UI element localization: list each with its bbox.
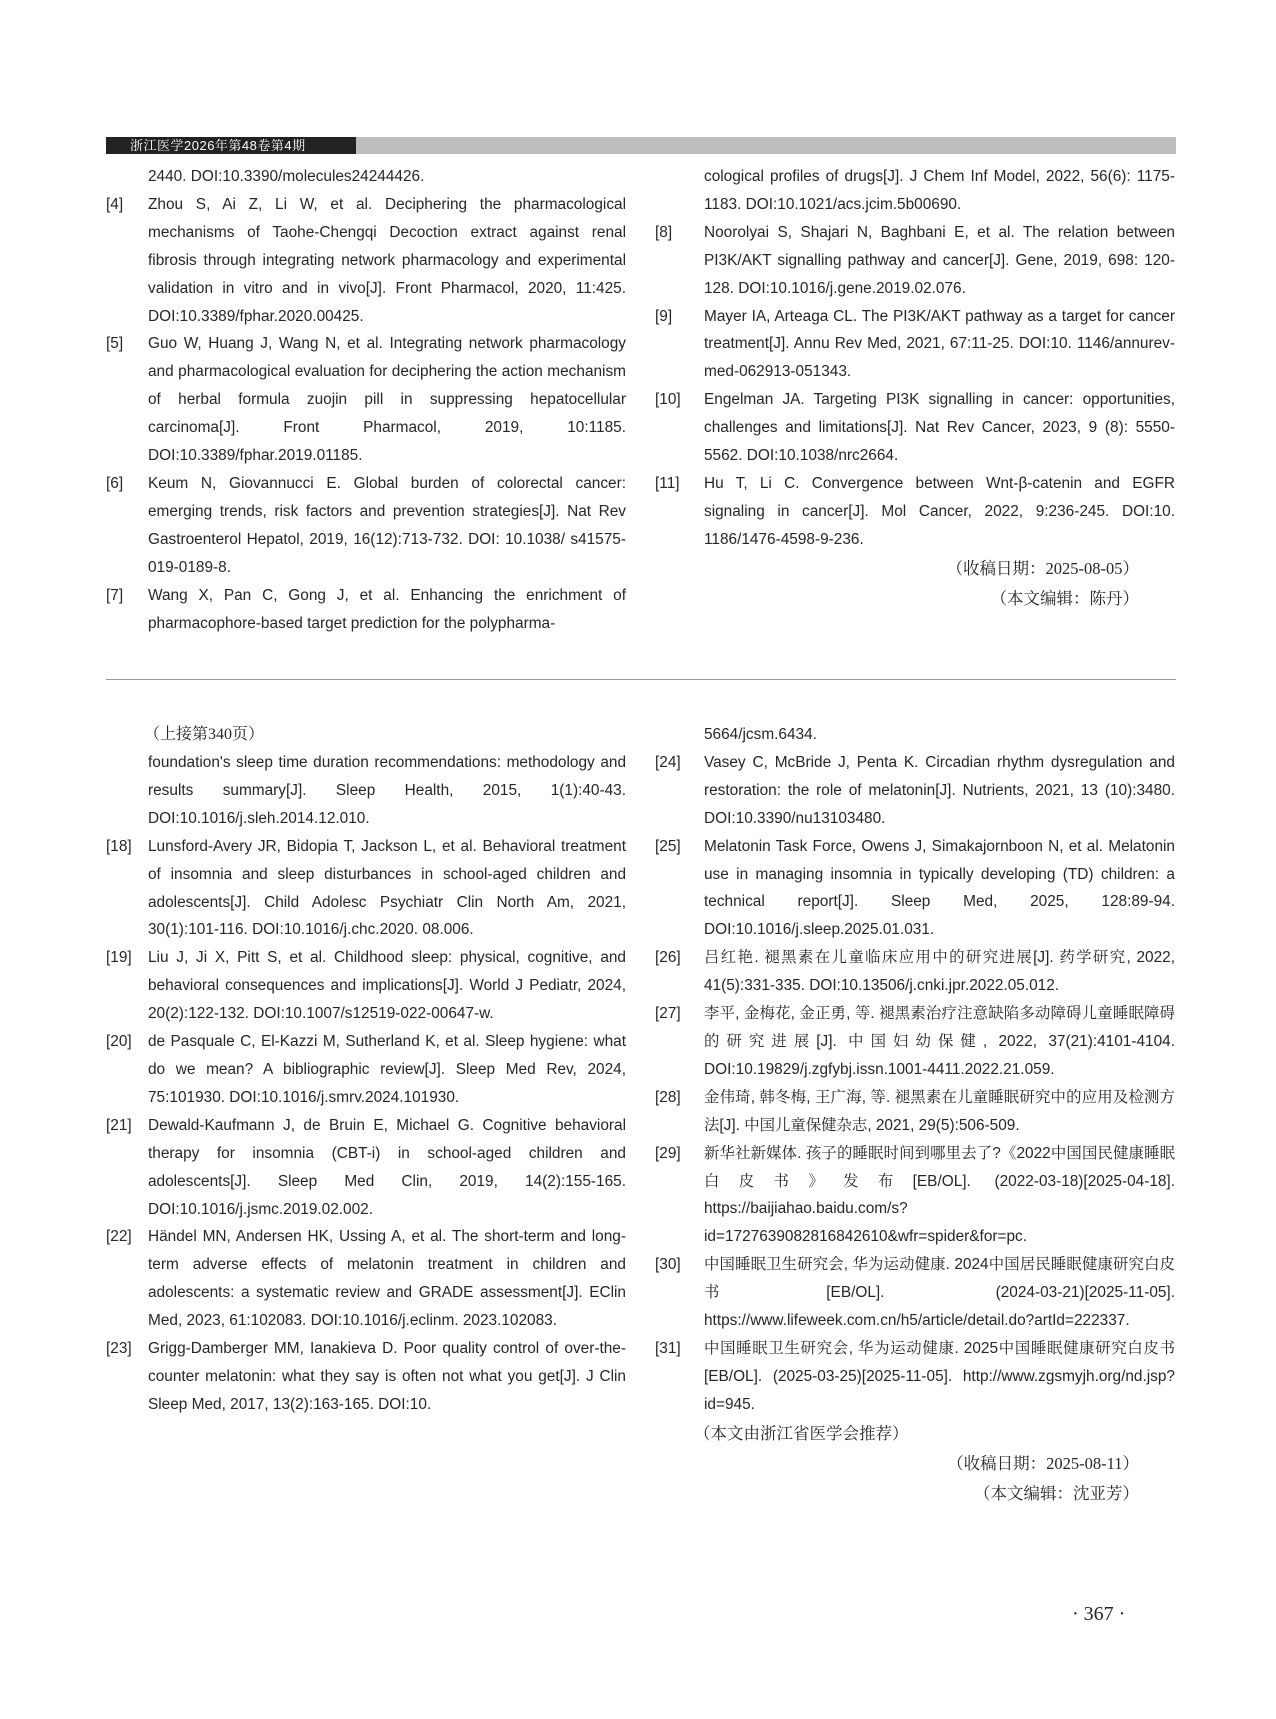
reference-item xyxy=(106,191,626,331)
ref-text: Zhou S, Ai Z, Li W, et al. Deciphering the pharmacological mechanisms of Taohe-Chengqi Decoction extract against renal fibrosis through integrating network pharmacology and experimental validation in vitro and in vivo[J]. Front Pharmacol, 2020, 11:425. DOI:10.3389/fphar.2020.00425. xyxy=(148,195,626,325)
ref-text: 中国睡眠卫生研究会, 华为运动健康. 2024中国居民睡眠健康研究白皮书[EB/OL]. (2024-03-21)[2025-11-05]. https://www.lifeweek.com.cn/h5/article/detail.do?artId=222337. xyxy=(704,1256,1175,1330)
reference-item xyxy=(655,749,1175,833)
ref-number: [11] xyxy=(655,474,680,492)
reference-item xyxy=(655,1335,1175,1419)
reference-item xyxy=(106,1112,626,1224)
ref-text: Liu J, Ji X, Pitt S, et al. Childhood sleep: physical, cognitive, and behavioral consequences and implications[J]. World J Pediatr, 2024, 20(2):122-132. DOI:10.1007/s12519-022-00647-w. xyxy=(148,949,626,1023)
ref-text: 中国睡眠卫生研究会, 华为运动健康. 2025中国睡眠健康研究白皮书[EB/OL]. (2025-03-25)[2025-11-05]. http://www.zgsmyjh.org/nd.jsp?id=945. xyxy=(704,1339,1175,1413)
reference-item xyxy=(106,833,626,945)
reference-item xyxy=(106,944,626,1028)
ref-number: [26] xyxy=(655,949,681,967)
top-left-column xyxy=(106,163,626,637)
ref-text: 吕红艳. 褪黑素在儿童临床应用中的研究进展[J]. 药学研究, 2022, 41(5):331-335. DOI:10.13506/j.cnki.jpr.2022.05.012. xyxy=(704,949,1175,995)
ref-number: [29] xyxy=(655,1144,681,1162)
ref-text: Vasey C, McBride J, Penta K. Circadian rhythm dysregulation and restoration: the role of melatonin[J]. Nutrients, 2021, 13 (10):3480. DOI:10.3390/nu13103480. xyxy=(704,753,1175,827)
section-divider xyxy=(106,679,1176,680)
ref-number: [31] xyxy=(655,1339,681,1357)
ref-number: [5] xyxy=(106,335,124,353)
ref-text: Hu T, Li C. Convergence between Wnt-β-catenin and EGFR signaling in cancer[J]. Mol Cancer, 2022, 9:236-245. DOI:10. 1186/1476-4598-9-236. xyxy=(704,474,1175,548)
ref-number: [21] xyxy=(106,1116,132,1134)
ref-number: [30] xyxy=(655,1256,681,1274)
received-date: （收稿日期：2025-08-05） xyxy=(946,558,1139,578)
reference-item xyxy=(655,944,1175,1000)
ref-number: [7] xyxy=(106,586,124,604)
ref-text: Melatonin Task Force, Owens J, Simakajornboon N, et al. Melatonin use in managing insomnia in typically developing (TD) children: a technical report[J]. Sleep Med, 2025, 128:89-94. DOI:10.1016/j.sleep.2025.01.031. xyxy=(704,837,1175,939)
ref-number: [20] xyxy=(106,1033,132,1051)
reference-item xyxy=(655,386,1175,470)
ref-text: Händel MN, Andersen HK, Ussing A, et al. The short-term and long-term adverse effects of melatonin treatment in children and adolescents: a systematic review and GRADE assessment[J]. EClin Med, 2023, 61:102083. DOI:10.1016/j.eclinm. 2023.102083. xyxy=(148,1228,626,1330)
ref-text: Mayer IA, Arteaga CL. The PI3K/AKT pathway as a target for cancer treatment[J]. Annu Rev Med, 2021, 67:11-25. DOI:10. 1146/annurev-med-062913-051343. xyxy=(704,307,1175,381)
ref-continuation: foundation's sleep time duration recommendations: methodology and results summary[J]. Sleep Health, 2015, 1(1):40-43. DOI:10.1016/j.sleh.2014.12.010. xyxy=(148,754,626,827)
ref-text: 新华社新媒体. 孩子的睡眠时间到哪里去了?《2022中国国民健康睡眠白皮书》发布[EB/OL]. (2022-03-18)[2025-04-18]. https://baijiahao.baidu.com/s?id=1727639082816842610&wfr=spider&for=pc. xyxy=(704,1144,1175,1246)
reference-item xyxy=(655,303,1175,387)
ref-text: Grigg-Damberger MM, Ianakieva D. Poor quality control of over-the-counter melatonin: what they say is often not what you get[J]. J Clin Sleep Med, 2017, 13(2):163-165. DOI:10. xyxy=(148,1340,626,1413)
ref-text: 金伟琦, 韩冬梅, 王广海, 等. 褪黑素在儿童睡眠研究中的应用及检测方法[J]. 中国儿童保健杂志, 2021, 29(5):506-509. xyxy=(704,1088,1175,1134)
received-date: （收稿日期：2025-08-11） xyxy=(947,1453,1139,1473)
ref-number: [27] xyxy=(655,1005,681,1023)
ref-text: Guo W, Huang J, Wang N, et al. Integrating network pharmacology and pharmacological evaluation for deciphering the action mechanism of herbal formula zuojin pill in suppressing hepatocellular carcinoma[J]. Front Pharmacol, 2019, 10:1185. DOI:10.3389/fphar.2019.01185. xyxy=(148,335,626,465)
ref-number: [10] xyxy=(655,391,681,409)
ref-number: [25] xyxy=(655,837,681,855)
reference-item xyxy=(106,330,626,470)
bottom-left-column xyxy=(106,721,626,1419)
reference-item xyxy=(106,1335,626,1419)
ref-number: [24] xyxy=(655,753,681,771)
reference-item xyxy=(655,219,1175,303)
ref-number: [18] xyxy=(106,837,132,855)
reference-item xyxy=(106,582,626,638)
recommendation-note: （本文由浙江省医学会推荐） xyxy=(694,1423,909,1443)
reference-item xyxy=(655,1251,1175,1335)
reference-item xyxy=(655,833,1175,945)
ref-continuation: 2440. DOI:10.3390/molecules24244426. xyxy=(148,168,425,185)
ref-number: [4] xyxy=(106,195,124,213)
ref-text: de Pasquale C, El-Kazzi M, Sutherland K, et al. Sleep hygiene: what do we mean? A bibliographic review[J]. Sleep Med Rev, 2024, 75:101930. DOI:10.1016/j.smrv.2024.101930. xyxy=(148,1033,626,1106)
reference-item xyxy=(655,1084,1175,1140)
ref-number: [6] xyxy=(106,474,124,492)
ref-text: Lunsford-Avery JR, Bidopia T, Jackson L, et al. Behavioral treatment of insomnia and sleep disturbances in school-aged children and adolescents[J]. Child Adolesc Psychiatr Clin North Am, 2021, 30(1):101-116. DOI:10.1016/j.chc.2020. 08.006. xyxy=(148,837,626,939)
ref-text: Engelman JA. Targeting PI3K signalling in cancer: opportunities, challenges and limitations[J]. Nat Rev Cancer, 2023, 9 (8): 5550-5562. DOI:10.1038/nrc2664. xyxy=(704,391,1175,465)
ref-text: Noorolyai S, Shajari N, Baghbani E, et al. The relation between PI3K/AKT signalling pathway and cancer[J]. Gene, 2019, 698: 120-128. DOI:10.1016/j.gene.2019.02.076. xyxy=(704,223,1175,297)
reference-item xyxy=(106,1223,626,1335)
reference-item xyxy=(106,470,626,582)
editor-note: （本文编辑：沈亚芳） xyxy=(974,1483,1139,1503)
ref-text: Dewald-Kaufmann J, de Bruin E, Michael G. Cognitive behavioral therapy for insomnia (CBT-i) in school-aged children and adolescents[J]. Sleep Med Clin, 2019, 14(2):155-165. DOI:10.1016/j.jsmc.2019.02.002. xyxy=(148,1116,626,1218)
top-right-column xyxy=(655,163,1175,614)
ref-number: [23] xyxy=(106,1340,132,1358)
ref-text: Wang X, Pan C, Gong J, et al. Enhancing the enrichment of pharmacophore-based target prediction for the polypharma- xyxy=(148,586,626,632)
ref-number: [8] xyxy=(655,223,673,241)
editor-note: （本文编辑：陈丹） xyxy=(990,588,1139,608)
ref-continuation: 5664/jcsm.6434. xyxy=(704,726,817,743)
ref-number: [19] xyxy=(106,949,132,967)
ref-continuation: cological profiles of drugs[J]. J Chem Inf Model, 2022, 56(6): 1175-1183. DOI:10.1021/acs.jcim.5b00690. xyxy=(704,168,1175,213)
reference-item xyxy=(655,1000,1175,1084)
continued-from-note: （上接第340页） xyxy=(144,726,265,743)
reference-item xyxy=(106,1028,626,1112)
page-number: · 367 · xyxy=(1072,1603,1126,1625)
journal-header: 浙江医学2026年第48卷第4期 xyxy=(106,137,356,154)
reference-item xyxy=(655,470,1175,554)
ref-number: [22] xyxy=(106,1228,132,1246)
reference-item xyxy=(655,1140,1175,1252)
ref-text: 李平, 金梅花, 金正勇, 等. 褪黑素治疗注意缺陷多动障碍儿童睡眠障碍的研究进展[J]. 中国妇幼保健, 2022, 37(21):4101-4104. DOI:10.19829/j.zgfybj.issn.1001-4411.2022.21.059. xyxy=(704,1005,1175,1078)
bottom-right-column xyxy=(655,721,1175,1509)
ref-number: [28] xyxy=(655,1088,681,1106)
ref-number: [9] xyxy=(655,307,673,325)
ref-text: Keum N, Giovannucci E. Global burden of colorectal cancer: emerging trends, risk factors and prevention strategies[J]. Nat Rev Gastroenterol Hepatol, 2019, 16(12):713-732. DOI: 10.1038/ s41575-019-0189-8. xyxy=(148,474,626,576)
